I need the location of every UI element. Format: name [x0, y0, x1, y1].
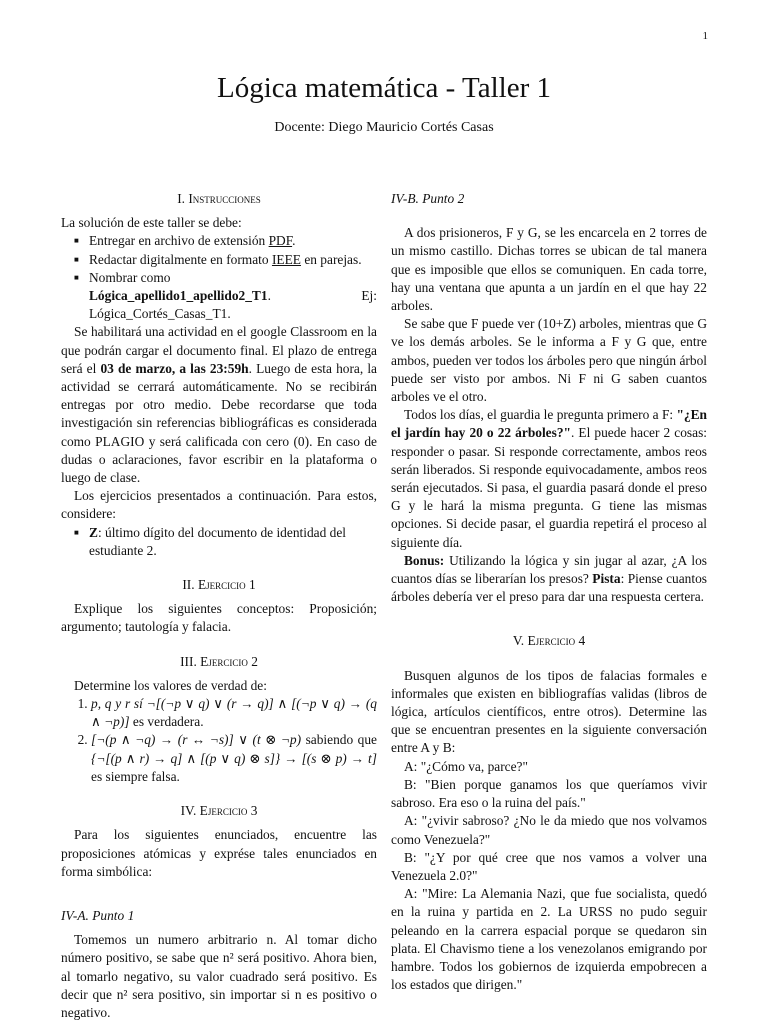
list-item: 2. [¬(p ∧ ¬q) → (r ↔ ¬s)] ∨ (t ⊗ ¬p) sabiendo que {¬[(p ∧ r) → q] ∧ [(p ∨ q) ⊗ s]} → [(s ⊗ p) → t] es siempre falsa.	[91, 731, 377, 786]
section-heading-ejercicio-3: IV. Ejercicio 3	[180, 803, 258, 819]
paragraph: Bonus: Utilizando la lógica y sin jugar al azar, ¿A los cuantos días se liberarían los presos? Pista: Piense cuantos árboles debería ver el preso para dar una respuesta certera.	[391, 552, 708, 605]
right-column	[391, 190, 707, 994]
dialogue-line: A: "Mire: La Alemania Nazi, que fue socialista, quedó en la ruina y partida en 2. La URSS no pudo seguir peleando en la carrera espacial porque se quedaron sin plata. El Chavismo tiene a los venezolanos emigrando por hambre. Todos los gobiernos de izquierda empobrecen a los estados que dirigen."	[391, 886, 707, 993]
pdf-link[interactable]: PDF	[268, 233, 293, 249]
considerations-list	[61, 524, 377, 560]
paragraph: Todos los días, el guardia le pregunta primero a F: "¿En el jardín hay 20 o 22 árboles?". El puede hacer 2 cosas: responder o pasar. Si responde correctamente, ambos reos serán liberados. Si responde equivocadamente, ambos reos serán ejecutados. Si pasa, el guardia pasará donde el preso G y le hará la misma pregunta. G tiene las mismas opciones. Si decide pasar, el guardia repetirá el proceso al siguiente día.	[391, 407, 707, 550]
paragraph: Tomemos un numero arbitrario n. Al tomar dicho número positivo, se sabe que n² será positivo. Ahora bien, al tomarlo negativo, su valor cuadrado será positivo. Es decir que n² sera positivo, sin importar si n es positivo o negativo.	[61, 932, 377, 1020]
paragraph: Los ejercicios presentados a continuación. Para estos, considere:	[61, 488, 377, 522]
paragraph: Para los siguientes enunciados, encuentre las proposiciones atómicas y exprése tales enunciados en forma simbólica:	[61, 827, 377, 879]
left-column	[61, 190, 377, 1022]
paragraph: Se habilitará una actividad en el google Classroom en la que podrán cargar el documento final. El plazo de entrega será el 03 de marzo, a las 23:59h. Luego de esta hora, la actividad se cerrará automáticamente. No se recibirán entregas por otro medio. Debe recordarse que toda investigación sin referencias bibliográficas es considerada como PLAGIO y será calificada con cero (0). En caso de dudas o aclaraciones, favor escribir en la plataforma o luego de clase.	[61, 324, 377, 486]
page-number: 1	[702, 30, 708, 42]
filename-format: Lógica_apellido1_apellido2_T1	[89, 288, 268, 304]
section-heading-ejercicio-2: III. Ejercicio 2	[180, 653, 258, 669]
author-line: Docente: Diego Mauricio Cortés Casas	[274, 120, 494, 135]
instructions-intro: La solución de este taller se debe:	[61, 215, 242, 231]
paragraph: A dos prisioneros, F y G, se les encarcela en 2 torres de un mismo castillo. Dichas torres se ubican de tal manera que es imposible que ellos se comuniquen. En cada torre, hay una ventana que apunta a un jardín en el que hay 22 arboles.	[391, 225, 707, 314]
section-heading-ejercicio-4: V. Ejercicio 4	[512, 633, 586, 649]
dialogue-line: B: "Bien porque ganamos los que queríamos vivir sabroso. Era eso o la ruina del país."	[391, 776, 707, 811]
section-heading-ejercicio-1: II. Ejercicio 1	[182, 577, 256, 593]
paragraph: Se sabe que F puede ver (10+Z) arboles, mientras que G ve los demás arboles. Se le informa a F y G que, entre ambos, pueden ver todos los árboles pero que ningún árbol puede ser visto por ambos. Ni F ni G saben cuantos arboles ve el otro.	[391, 316, 707, 405]
dialogue-line: A: "¿vivir sabroso? ¿No le da miedo que nos volvamos como Venezuela?"	[391, 813, 707, 847]
exercise-list	[61, 695, 377, 786]
paragraph: Busquen algunos de los tipos de falacias formales e informales que existen en bibliografías validas (libros de lógica, artículos científicos, entre otros). Determine las que se encuentran presentes en la siguiente conversación entre A y B:	[391, 667, 707, 756]
page-title: Lógica matemática - Taller 1	[217, 72, 551, 104]
subsection-heading-punto-1: IV-A. Punto 1	[61, 907, 135, 923]
list-item: ■ Z: último dígito del documento de identidad del estudiante 2.	[89, 524, 377, 560]
list-item: ■ Entregar en archivo de extensión PDF.	[89, 232, 377, 250]
list-item: ■ Redactar digitalmente en formato IEEE en parejas.	[89, 251, 377, 269]
guard-question: "¿En el jardín hay 20 o 22 árboles?"	[391, 407, 707, 441]
subsection-heading-punto-2: IV-B. Punto 2	[391, 191, 465, 206]
section-heading-instrucciones: I. Instrucciones	[177, 191, 261, 206]
dialogue-line: A: "¿Cómo va, parce?"	[404, 758, 528, 774]
list-item: 1. p, q y r sí ¬[(¬p ∨ q) ∨ (r → q)] ∧ [(¬p ∨ q) → (q ∧ ¬p)] es verdadera.	[91, 695, 377, 731]
paragraph: Explique los siguientes conceptos: Proposición; argumento; tautología y falacia.	[61, 601, 377, 635]
dialogue-line: B: "¿Y por qué cree que nos vamos a volver una Venezuela 2.0?"	[391, 849, 707, 883]
list-item: ■ Nombrar como Lógica_apellido1_apellido2_T1. Ej: Lógica_Cortés_Casas_T1.	[89, 269, 377, 324]
ieee-link[interactable]: IEEE	[271, 251, 301, 267]
deadline: 03 de marzo, a las 23:59h	[100, 360, 249, 376]
instructions-list	[61, 232, 377, 323]
filename-example: Lógica_Cortés_Casas_T1.	[89, 306, 231, 322]
paragraph: Determine los valores de verdad de:	[74, 677, 267, 693]
